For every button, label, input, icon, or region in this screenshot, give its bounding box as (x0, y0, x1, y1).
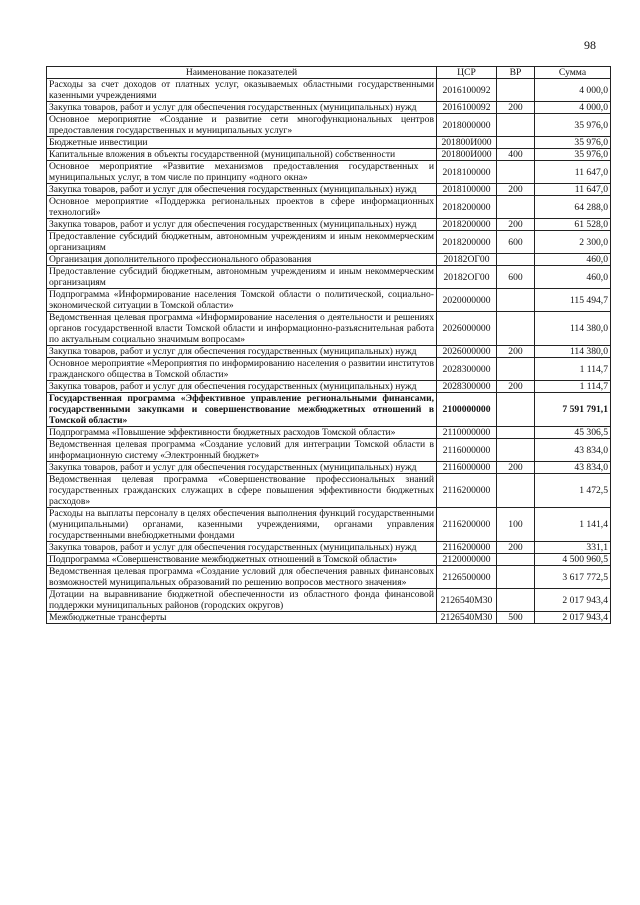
header-vr: ВР (497, 67, 535, 79)
cell-name: Закупка товаров, работ и услуг для обеспечения государственных (муниципальных) нужд (47, 542, 437, 554)
cell-vr (497, 79, 535, 102)
table-row (47, 161, 611, 184)
cell-csr: 2116200000 (437, 474, 497, 508)
cell-csr: 2110000000 (437, 427, 497, 439)
cell-vr (497, 566, 535, 589)
cell-csr: 2100000000 (437, 393, 497, 427)
cell-sum: 7 591 791,1 (535, 393, 611, 427)
cell-csr: 2028300000 (437, 358, 497, 381)
cell-name: Предоставление субсидий бюджетным, автономным учреждениям и иным некоммерческим организациям (47, 266, 437, 289)
cell-name: Ведомственная целевая программа «Создание условий для интеграции Томской области в информационную систему «Электронный бюджет» (47, 439, 437, 462)
cell-name: Подпрограмма «Информирование населения Томской области о политической, социально-экономической ситуации в Томской области» (47, 289, 437, 312)
budget-table (46, 66, 611, 624)
cell-csr: 2016100092 (437, 102, 497, 114)
table-row (47, 219, 611, 231)
cell-vr (497, 161, 535, 184)
table-row (47, 439, 611, 462)
header-name: Наименование показателей (47, 67, 437, 79)
cell-sum: 2 017 943,4 (535, 589, 611, 612)
cell-vr (497, 137, 535, 149)
cell-name: Основное мероприятие «Развитие механизмов предоставления государственных и муниципальных услуг, в том числе по принципу «одного окна» (47, 161, 437, 184)
cell-sum: 1 141,4 (535, 508, 611, 542)
cell-name: Закупка товаров, работ и услуг для обеспечения государственных (муниципальных) нужд (47, 381, 437, 393)
cell-name: Расходы на выплаты персоналу в целях обеспечения выполнения функций государственными (муниципальными) органами, казенными учреждениями, органами управления государственными внебюджетными фондами (47, 508, 437, 542)
cell-vr: 200 (497, 381, 535, 393)
table-row (47, 462, 611, 474)
table-row (47, 566, 611, 589)
cell-name: Основное мероприятие «Мероприятия по информированию населения о развитии институтов гражданского общества в Томской области» (47, 358, 437, 381)
cell-sum: 460,0 (535, 266, 611, 289)
cell-sum: 4 000,0 (535, 79, 611, 102)
cell-sum: 114 380,0 (535, 312, 611, 346)
cell-sum: 64 288,0 (535, 196, 611, 219)
cell-vr (497, 554, 535, 566)
cell-name: Капитальные вложения в объекты государственной (муниципальной) собственности (47, 149, 437, 161)
table-header-row (47, 67, 611, 79)
table-body (47, 79, 611, 624)
cell-csr: 2018200000 (437, 231, 497, 254)
cell-sum: 35 976,0 (535, 114, 611, 137)
table-row (47, 542, 611, 554)
table-row (47, 474, 611, 508)
cell-sum: 2 017 943,4 (535, 612, 611, 624)
cell-name: Государственная программа «Эффективное управление региональными финансами, государственными закупками и совершенствование межбюджетных отношений в Томской области» (47, 393, 437, 427)
cell-vr (497, 196, 535, 219)
cell-name: Расходы за счет доходов от платных услуг, оказываемых областными государственными казенными учреждениями (47, 79, 437, 102)
cell-vr: 200 (497, 462, 535, 474)
cell-sum: 35 976,0 (535, 149, 611, 161)
cell-csr: 2016100092 (437, 79, 497, 102)
cell-vr: 200 (497, 184, 535, 196)
cell-name: Организация дополнительного профессионального образования (47, 254, 437, 266)
cell-sum: 11 647,0 (535, 184, 611, 196)
cell-name: Закупка товаров, работ и услуг для обеспечения государственных (муниципальных) нужд (47, 184, 437, 196)
cell-sum: 114 380,0 (535, 346, 611, 358)
cell-name: Межбюджетные трансферты (47, 612, 437, 624)
cell-sum: 43 834,0 (535, 462, 611, 474)
table-row (47, 554, 611, 566)
cell-csr: 2126500000 (437, 566, 497, 589)
cell-sum: 45 306,5 (535, 427, 611, 439)
table-row (47, 589, 611, 612)
cell-sum: 4 000,0 (535, 102, 611, 114)
cell-name: Ведомственная целевая программа «Информирование населения о деятельности и решениях органов государственной власти Томской области и информационно-разъяснительная работа по актуальным социально значимым вопросам» (47, 312, 437, 346)
cell-name: Бюджетные инвестиции (47, 137, 437, 149)
cell-sum: 460,0 (535, 254, 611, 266)
cell-csr: 2018000000 (437, 114, 497, 137)
cell-sum: 35 976,0 (535, 137, 611, 149)
cell-csr: 201800И000 (437, 137, 497, 149)
cell-csr: 2020000000 (437, 289, 497, 312)
cell-name: Ведомственная целевая программа «Совершенствование профессиональных знаний государственных гражданских служащих в сфере повышения эффективности бюджетных расходов» (47, 474, 437, 508)
table-row (47, 254, 611, 266)
cell-csr: 2116000000 (437, 439, 497, 462)
cell-csr: 2018100000 (437, 161, 497, 184)
cell-sum: 11 647,0 (535, 161, 611, 184)
table-row (47, 102, 611, 114)
cell-vr (497, 393, 535, 427)
cell-vr (497, 427, 535, 439)
table-row (47, 79, 611, 102)
cell-csr: 2116200000 (437, 542, 497, 554)
cell-vr (497, 474, 535, 508)
cell-csr: 2126540М30 (437, 589, 497, 612)
cell-name: Подпрограмма «Повышение эффективности бюджетных расходов Томской области» (47, 427, 437, 439)
cell-csr: 2026000000 (437, 346, 497, 358)
cell-vr (497, 254, 535, 266)
table-row (47, 196, 611, 219)
table-row (47, 137, 611, 149)
cell-csr: 201800И000 (437, 149, 497, 161)
cell-vr (497, 589, 535, 612)
cell-csr: 2028300000 (437, 381, 497, 393)
table-row (47, 114, 611, 137)
cell-csr: 2116200000 (437, 508, 497, 542)
table-row (47, 231, 611, 254)
cell-csr: 2018200000 (437, 219, 497, 231)
cell-name: Закупка товаров, работ и услуг для обеспечения государственных (муниципальных) нужд (47, 346, 437, 358)
table-row (47, 149, 611, 161)
table-row (47, 381, 611, 393)
cell-sum: 115 494,7 (535, 289, 611, 312)
cell-sum: 2 300,0 (535, 231, 611, 254)
cell-csr: 2018100000 (437, 184, 497, 196)
cell-sum: 1 114,7 (535, 381, 611, 393)
cell-vr (497, 114, 535, 137)
cell-vr (497, 439, 535, 462)
cell-vr: 200 (497, 102, 535, 114)
cell-csr: 20182ОГ00 (437, 266, 497, 289)
cell-name: Основное мероприятие «Поддержка региональных проектов в сфере информационных технологий» (47, 196, 437, 219)
cell-name: Закупка товаров, работ и услуг для обеспечения государственных (муниципальных) нужд (47, 102, 437, 114)
table-row (47, 427, 611, 439)
cell-vr: 600 (497, 231, 535, 254)
cell-csr: 2018200000 (437, 196, 497, 219)
cell-csr: 20182ОГ00 (437, 254, 497, 266)
cell-vr (497, 289, 535, 312)
cell-vr (497, 358, 535, 381)
cell-csr: 2026000000 (437, 312, 497, 346)
cell-sum: 61 528,0 (535, 219, 611, 231)
cell-sum: 4 500 960,5 (535, 554, 611, 566)
cell-sum: 3 617 772,5 (535, 566, 611, 589)
cell-name: Ведомственная целевая программа «Создание условий для обеспечения равных финансовых возможностей муниципальных образований по решению вопросов местного значения» (47, 566, 437, 589)
table-row (47, 346, 611, 358)
cell-vr: 500 (497, 612, 535, 624)
cell-name: Закупка товаров, работ и услуг для обеспечения государственных (муниципальных) нужд (47, 462, 437, 474)
cell-csr: 2126540М30 (437, 612, 497, 624)
cell-name: Подпрограмма «Совершенствование межбюджетных отношений в Томской области» (47, 554, 437, 566)
cell-vr: 600 (497, 266, 535, 289)
header-csr: ЦСР (437, 67, 497, 79)
cell-vr: 400 (497, 149, 535, 161)
table-row (47, 184, 611, 196)
cell-vr (497, 312, 535, 346)
table-row (47, 289, 611, 312)
table-row (47, 612, 611, 624)
cell-name: Основное мероприятие «Создание и развитие сети многофункциональных центров предоставления государственных и муниципальных услуг» (47, 114, 437, 137)
cell-vr: 200 (497, 219, 535, 231)
cell-name: Предоставление субсидий бюджетным, автономным учреждениям и иным некоммерческим организациям (47, 231, 437, 254)
cell-name: Дотации на выравнивание бюджетной обеспеченности из областного фонда финансовой поддержки муниципальных районов (городских округов) (47, 589, 437, 612)
table-row (47, 508, 611, 542)
cell-vr: 200 (497, 346, 535, 358)
cell-vr: 100 (497, 508, 535, 542)
header-sum: Сумма (535, 67, 611, 79)
table-row (47, 358, 611, 381)
cell-vr: 200 (497, 542, 535, 554)
cell-sum: 1 114,7 (535, 358, 611, 381)
cell-sum: 43 834,0 (535, 439, 611, 462)
cell-sum: 331,1 (535, 542, 611, 554)
page-number: 98 (584, 38, 596, 52)
cell-sum: 1 472,5 (535, 474, 611, 508)
cell-csr: 2116000000 (437, 462, 497, 474)
table-row (47, 312, 611, 346)
table-row (47, 266, 611, 289)
table-row (47, 393, 611, 427)
cell-name: Закупка товаров, работ и услуг для обеспечения государственных (муниципальных) нужд (47, 219, 437, 231)
cell-csr: 2120000000 (437, 554, 497, 566)
